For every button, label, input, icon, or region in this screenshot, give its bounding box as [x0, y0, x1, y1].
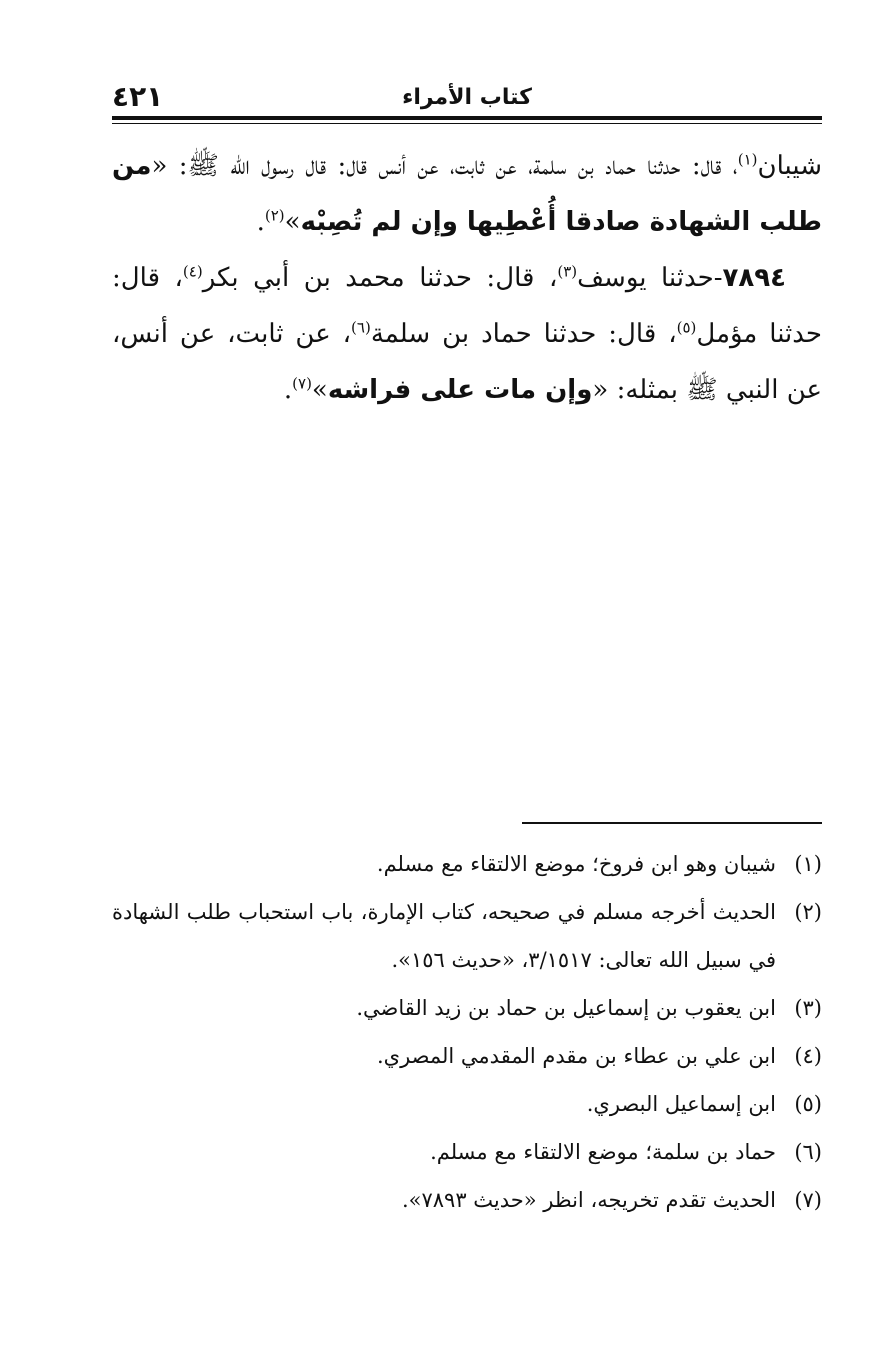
footnote-text: ابن إسماعيل البصري.	[586, 1092, 776, 1116]
footnote	[112, 1128, 822, 1176]
text-run: »	[311, 375, 328, 405]
footnote-number: (٣)	[794, 996, 822, 1020]
text-run: .	[283, 375, 293, 405]
footnote	[112, 840, 822, 888]
footnote	[112, 888, 822, 984]
footnote-ref-7: (٧)	[292, 374, 312, 393]
footnote	[112, 1176, 822, 1224]
running-title: كتاب الأمراء	[402, 85, 532, 110]
text-run: ، قال: حدثنا حماد بن سلمة	[370, 319, 677, 349]
text-run: .	[256, 207, 265, 237]
footnote-text: الحديث تقدم تخريجه، انظر «حديث ٧٨٩٣».	[401, 1188, 776, 1212]
footnote	[112, 1080, 822, 1128]
text-run: »	[284, 207, 301, 237]
text-run: شيبان	[757, 151, 822, 181]
footnote-ref-5: (٥)	[676, 318, 697, 337]
footnote-text: ابن علي بن عطاء بن مقدم المقدمي المصري.	[376, 1044, 776, 1068]
page-number: ٤٢١	[112, 80, 164, 113]
footnote-number: (١)	[794, 852, 822, 876]
footnote-ref-6: (٦)	[351, 318, 371, 337]
hadith-text: وإن مات على فراشه	[327, 375, 593, 405]
text-run: ، قال: حدثنا مؤمل	[112, 263, 823, 349]
footnote-separator	[522, 822, 822, 824]
paragraph-2	[112, 250, 822, 418]
hadith-text: من طلب الشهادة صادقا أُعْطِيها وإن لم تُصِبْه	[112, 151, 822, 237]
footnote-text: الحديث أخرجه مسلم في صحيحه، كتاب الإمارة، باب استحباب طلب الشهادة في سبيل الله تعالى: ٣/١٥١٧، «حديث ١٥٦».	[112, 900, 776, 972]
text-run: -حدثنا يوسف	[577, 263, 723, 293]
footnote-number: (٦)	[794, 1140, 822, 1164]
text-run: ، قال: حدثنا حماد بن سلمة، عن ثابت، عن أنس قال: قال رسول الله ﷺ: «	[151, 151, 738, 181]
text-run: ، قال: حدثنا محمد بن أبي بكر	[202, 263, 558, 293]
header-rule-thick	[112, 116, 822, 120]
paragraph-1	[112, 138, 822, 250]
footnote-text: حماد بن سلمة؛ موضع الالتقاء مع مسلم.	[430, 1140, 776, 1164]
page-header	[112, 78, 822, 118]
footnotes	[112, 840, 822, 1224]
footnote-ref-1: (١)	[737, 150, 758, 169]
footnote-text: شيبان وهو ابن فروخ؛ موضع الالتقاء مع مسلم.	[376, 852, 776, 876]
hadith-number: ٧٨٩٤	[722, 263, 786, 293]
footnote-number: (٧)	[794, 1188, 822, 1212]
footnote-ref-4: (٤)	[182, 262, 203, 281]
footnote-number: (٢)	[794, 900, 822, 924]
header-rule-thin	[112, 123, 822, 124]
footnote	[112, 1032, 822, 1080]
footnote-number: (٤)	[794, 1044, 822, 1068]
footnote-ref-2: (٢)	[264, 206, 285, 225]
main-text	[112, 138, 822, 418]
footnote-ref-3: (٣)	[557, 262, 578, 281]
footnote	[112, 984, 822, 1032]
text-run: ، عن ثابت، عن أنس، عن النبي ﷺ بمثله: «	[112, 319, 822, 405]
footnote-text: ابن يعقوب بن إسماعيل بن حماد بن زيد القاضي.	[356, 996, 776, 1020]
footnote-number: (٥)	[794, 1092, 822, 1116]
